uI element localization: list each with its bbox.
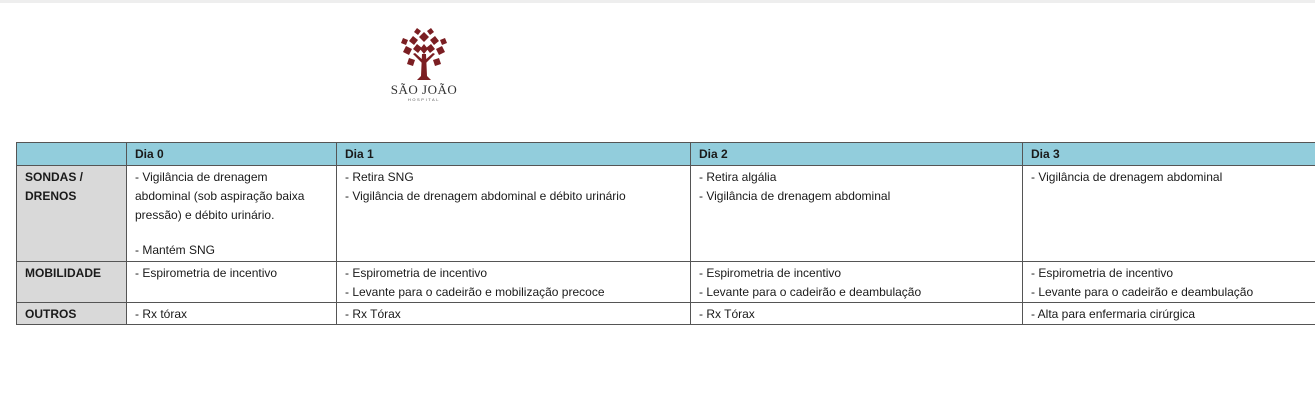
- cell-outros-dia3: - Alta para enfermaria cirúrgica: [1023, 303, 1315, 325]
- care-plan-table: [16, 142, 1315, 325]
- header-dia-3: Dia 3: [1023, 143, 1315, 166]
- cell-mobilidade-dia1: - Espirometria de incentivo - Levante para o cadeirão e mobilização precoce: [337, 262, 691, 303]
- cell-sondas-dia0: - Vigilância de drenagem abdominal (sob aspiração baixa pressão) e débito urinário. - Mantém SNG: [127, 166, 337, 262]
- header-dia-0: Dia 0: [127, 143, 337, 166]
- cell-outros-dia2: - Rx Tórax: [691, 303, 1023, 325]
- header-row: [17, 143, 1315, 166]
- table-row-sondas-drenos: [17, 166, 1315, 262]
- header-dia-1: Dia 1: [337, 143, 691, 166]
- row-label-sondas: SONDAS / DRENOS: [17, 166, 127, 262]
- header-cell-empty: [17, 143, 127, 166]
- tree-logo-icon: [399, 24, 449, 84]
- cell-sondas-dia2: - Retira algália - Vigilância de drenagem abdominal: [691, 166, 1023, 262]
- cell-mobilidade-dia2: - Espirometria de incentivo - Levante para o cadeirão e deambulação: [691, 262, 1023, 303]
- table-row-outros: [17, 303, 1315, 325]
- cell-mobilidade-dia0: - Espirometria de incentivo: [127, 262, 337, 303]
- logo-name: SÃO JOÃO: [390, 82, 458, 97]
- row-label-mobilidade: MOBILIDADE: [17, 262, 127, 303]
- header-dia-2: Dia 2: [691, 143, 1023, 166]
- hospital-logo: [384, 24, 464, 103]
- cell-mobilidade-dia3: - Espirometria de incentivo - Levante para o cadeirão e deambulação: [1023, 262, 1315, 303]
- logo-subtitle: HOSPITAL: [407, 97, 441, 102]
- cell-sondas-dia1: - Retira SNG - Vigilância de drenagem abdominal e débito urinário: [337, 166, 691, 262]
- cell-outros-dia0: - Rx tórax: [127, 303, 337, 325]
- table-row-mobilidade: [17, 262, 1315, 303]
- cell-sondas-dia3: - Vigilância de drenagem abdominal: [1023, 166, 1315, 262]
- row-label-outros: OUTROS: [17, 303, 127, 325]
- page-top-border: [0, 0, 1315, 3]
- cell-outros-dia1: - Rx Tórax: [337, 303, 691, 325]
